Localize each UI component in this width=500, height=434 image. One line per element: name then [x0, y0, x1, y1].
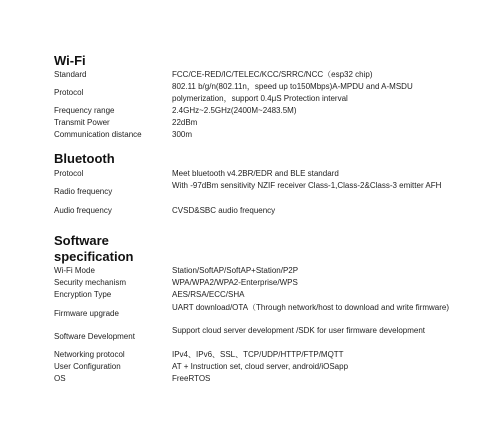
spec-label: OS — [54, 374, 66, 383]
spec-row — [54, 129, 474, 141]
spec-label: Frequency range — [54, 106, 115, 115]
spec-value: CVSD&SBC audio frequency — [172, 206, 276, 215]
spec-value: 22dBm — [172, 118, 198, 127]
spec-value: WPA/WPA2/WPA2-Enterprise/WPS — [172, 278, 298, 287]
spec-value: Meet bluetooth v4.2BR/EDR and BLE standard — [172, 169, 339, 178]
spec-value: UART download/OTA（Through network/host to download and write firmware) — [172, 303, 450, 312]
spec-label: Encryption Type — [54, 290, 112, 299]
spec-row — [54, 325, 474, 349]
spec-row — [54, 180, 474, 204]
spec-value: AES/RSA/ECC/SHA — [172, 290, 245, 299]
spec-row — [54, 105, 474, 117]
spec-row — [54, 81, 474, 105]
spec-value: Station/SoftAP/SoftAP+Station/P2P — [172, 266, 299, 275]
spec-label: Firmware upgrade — [54, 309, 119, 318]
spec-row — [54, 289, 474, 301]
spec-value: IPv4、IPv6、SSL、TCP/UDP/HTTP/FTP/MQTT — [172, 350, 344, 359]
spec-row — [54, 168, 474, 180]
spec-row — [54, 69, 474, 81]
spec-label: Protocol — [54, 88, 84, 97]
spec-row — [54, 205, 474, 217]
spec-row — [54, 265, 474, 277]
spec-label: Audio frequency — [54, 206, 112, 215]
spec-value: 2.4GHz~2.5GHz(2400M~2483.5M) — [172, 106, 297, 115]
spec-value: 300m — [172, 130, 193, 139]
spec-value: With -97dBm sensitivity NZIF receiver Class-1,Class-2&Class-3 emitter AFH — [172, 181, 442, 190]
spec-label: User Configuration — [54, 362, 121, 371]
spec-label: Networking protocol — [54, 350, 125, 359]
spec-value: FreeRTOS — [172, 374, 211, 383]
spec-row — [54, 349, 474, 361]
section-title-software-specification: Software specification — [54, 233, 134, 264]
section-title-wifi: Wi-Fi — [54, 53, 86, 68]
spec-label: Communication distance — [54, 130, 142, 139]
spec-value: FCC/CE-RED/IC/TELEC/KCC/SRRC/NCC（esp32 chip) — [172, 70, 373, 79]
spec-label: Standard — [54, 70, 87, 79]
spec-value: Support cloud server development /SDK for user firmware development — [172, 326, 426, 335]
spec-label: Wi-Fi Mode — [54, 266, 95, 275]
spec-row — [54, 373, 474, 385]
spec-label: Security mechanism — [54, 278, 127, 287]
section-title-bluetooth: Bluetooth — [54, 151, 115, 166]
spec-value: 802.11 b/g/n(802.11n，speed up to150Mbps)A-MPDU and A-MSDU polymerization，support 0.4μS Protection interval — [172, 82, 413, 103]
spec-label: Transmit Power — [54, 118, 110, 127]
spec-row — [54, 361, 474, 373]
spec-row — [54, 302, 474, 326]
spec-label: Protocol — [54, 169, 84, 178]
spec-row — [54, 117, 474, 129]
spec-row — [54, 277, 474, 289]
spec-value: AT + Instruction set, cloud server, android/iOSapp — [172, 362, 349, 371]
spec-label: Radio frequency — [54, 187, 113, 196]
spec-label: Software Development — [54, 332, 135, 341]
